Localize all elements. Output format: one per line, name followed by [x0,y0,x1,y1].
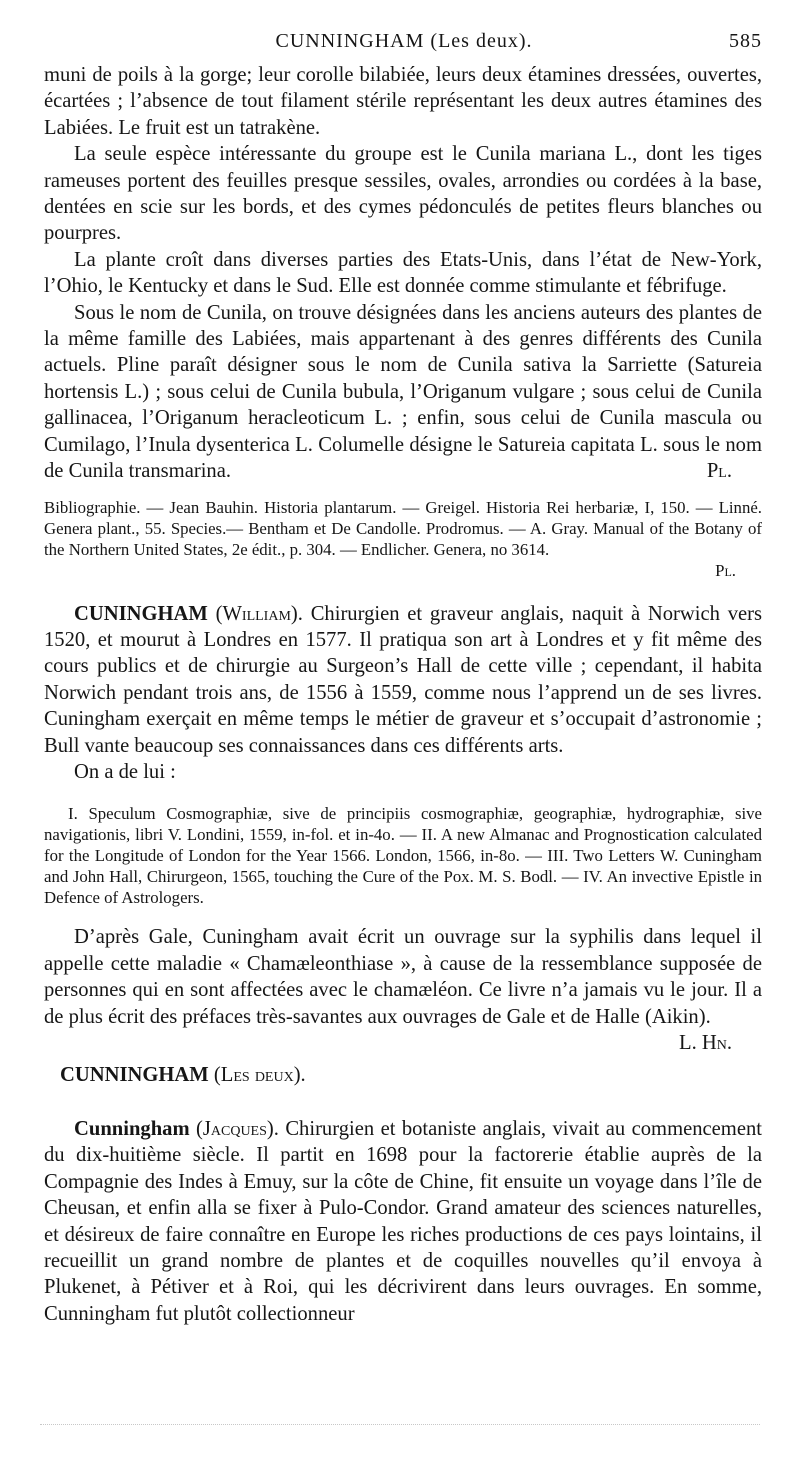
section-heading [60,1062,762,1088]
entry-forename: (William). [215,602,303,625]
page-body [44,62,762,1327]
paragraph-corolla: muni de poils à la gorge; leur corolle bilabiée, leurs deux étamines dressées, ouvertes, écartées ; l’absence de tout filament stérile représentant les deux autres étamines des Labiées. Le fruit est un tatrakène. [44,64,762,139]
works-intro: On a de lui : [74,760,176,783]
running-title: CUNNINGHAM (Les deux). [275,30,533,52]
paragraph-ancient-authors [44,300,762,485]
gale-signature: L. Hn. [678,1031,732,1054]
jacques-headword: Cunningham [74,1117,190,1140]
bibliography-signature: Pl. [715,560,736,580]
paragraph-cunila-mariana: La seule espèce intéressante du groupe est le Cunila mariana L., dont les tiges rameuses portent des feuilles presque sessiles, ovales, arrondies ou cordées à la base, dentées en scie sur les bords, et des cymes pédonculés de petites fleurs blanches ou pourpres. [44,143,762,245]
section-subtitle: (Les deux). [213,1063,306,1086]
page-number: 585 [729,30,762,52]
works-list: I. Speculum Cosmographiæ, sive de principiis cosmographiæ, geographiæ, hydrographiæ, sive navigationis, libri V. Londini, 1559, in-fol. et in-4o. — II. A new Almanac and Prognostication calculated for the Longitude of London for the Year 1566. London, 1566, in-8o. — III. Two Letters W. Cuningham and John Hall, Chirurgeon, 1565, touching the Cure of the Pox. M. S. Bodl. — IV. An invective Epistle in Defence of Astrologers. [44,804,762,908]
jacques-forename: (Jacques). [196,1117,279,1140]
ancient-authors-text: Sous le nom de Cunila, on trouve désignées dans les anciens auteurs des plantes de la même famille des Labiées, mais appartenant à des genres différents des Cunila actuels. Pline paraît désigner sous le nom de Cunila sativa la Sarriette (Satureia hortensis L.) ; sous celui de Cunila bubula, l’Origanum vulgare ; sous celui de Cunila gallinacea, l’Origanum heracleoticum L. ; enfin, sous celui de Cunila mascula ou Cumilago, l’Inula dysenterica L. Columelle désigne le Satureia capitata L. sous le nom de Cunila transmarina. [44,301,762,483]
author-signature: Pl. [706,460,732,483]
running-header [46,30,762,60]
page-bottom-rule [40,1424,760,1426]
paragraph-habitat: La plante croît dans diverses parties des Etats-Unis, dans l’état de New-York, l’Ohio, le Kentucky et dans le Sud. Elle est donnée comme stimulante et fébrifuge. [44,248,762,298]
bibliography-text: Bibliographie. — Jean Bauhin. Historia plantarum. — Greigel. Historia Rei herbariæ, I, 150. — Linné. Genera plant., 55. Species.— Bentham et De Candolle. Prodromus. — A. Gray. Manual of the Botany of the Northern United States, 2e édit., p. 304. — Endlicher. Genera, no 3614. [44,497,762,559]
entry-text: Chirurgien et graveur anglais, naquit à Norwich vers 1520, et mourut à Londres en 1577. Il pratiqua son art à Londres et y fit même des cours publics et de chirurgie au Surgeon’s Hall de cette ville ; cependant, il habita Norwich pendant trois ans, de 1556 à 1559, comme nous l’apprend un de ses livres. Cuningham exerçait en même temps le métier de graveur et s’occupait d’astronomie ; Bull vante beaucoup ses connaissances dans ces différents arts. [44,602,763,757]
section-headword: CUNNINGHAM [60,1063,209,1086]
paragraph-gale [44,924,762,1054]
entry-jacques-cunningham [44,1116,762,1327]
jacques-text: Chirurgien et botaniste anglais, vivait au commencement du dix-huitième siècle. Il partit en 1698 pour la factorerie établie auprès de la Compagnie des Indes à Emuy, sur la côte de Chine, fit ensuite un voyage dans l’île de Cheusan, et enfin alla se fixer à Pulo-Condor. Grand amateur des sciences naturelles, et désireux de faire connaître en Europe les riches productions de ces pays lointains, il recueillit un grand nombre de plantes et de coquilles nouvelles qu’il envoya à Plukenet, à Pétiver et à Roi, qui les décrivirent dans leurs ouvrages. En somme, Cunningham fut plutôt collectionneur [44,1117,762,1325]
bibliography [44,497,762,581]
entry-headword: CUNINGHAM [74,602,208,625]
entry-william-cuningham [44,601,762,759]
gale-text: D’après Gale, Cuningham avait écrit un ouvrage sur la syphilis dans lequel il appelle cette maladie « Chamæleonthiase », à cause de la ressemblance supposée de personnes qui en sont affectées avec le chamæléon. Ce livre n’a jamais vu le jour. Il a de plus écrit des préfaces très-savantes aux ouvrages de Gale et de Halle (Aikin). [44,926,762,1028]
